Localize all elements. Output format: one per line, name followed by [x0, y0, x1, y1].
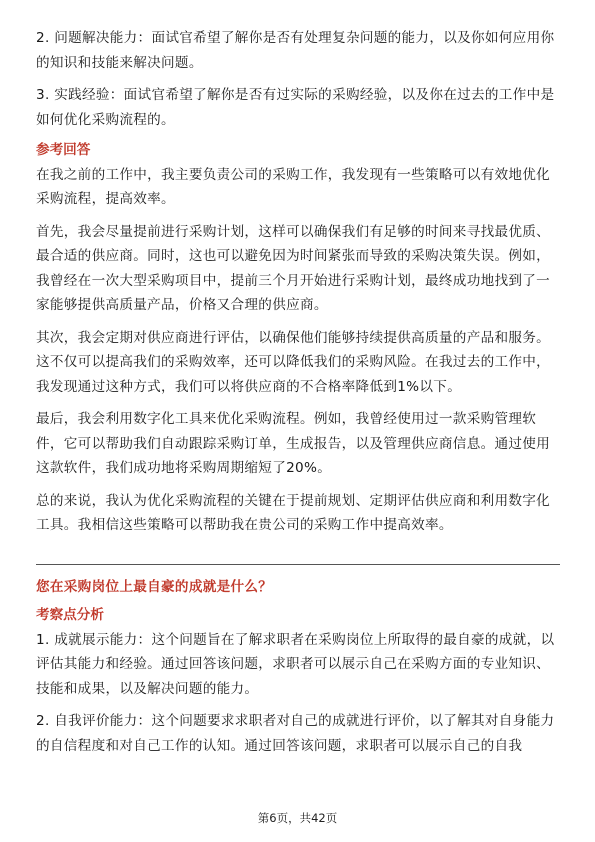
analysis-point: 1. 成就展示能力：这个问题旨在了解求职者在采购岗位上所取得的最自豪的成就，以评估其能力和经验。通过回答该问题，求职者可以展示自己在采购方面的专业知识、技能和成果，以及解决问题的能力。: [36, 631, 555, 697]
answer-paragraph: 最后，我会利用数字化工具来优化采购流程。例如，我曾经使用过一款采购管理软件，它可以帮助我们自动跟踪采购订单，生成报告，以及管理供应商信息。通过使用这款软件，我们成功地将采购周期缩短了20%。: [36, 411, 551, 476]
intro-point: 3. 实践经验：面试官希望了解你是否有过实际的采购经验，以及你在过去的工作中是如何优化采购流程的。: [36, 87, 555, 128]
answer-paragraph: 首先，我会尽量提前进行采购计划，这样可以确保我们有足够的时间来寻找最优质、最合适的供应商。同时，这也可以避免因为时间紧张而导致的采购决策失误。例如，我曾经在一次大型采购项目中，提前三个月开始进行采购计划，最终成功地找到了一家能够提供高质量产品，价格又合理的供应商。: [36, 223, 551, 313]
analysis-heading: 考察点分析: [36, 607, 104, 623]
question-title: 您在采购岗位上最自豪的成就是什么？: [36, 578, 273, 595]
answer-heading: 参考回答: [36, 142, 91, 158]
page-content: [36, 26, 560, 758]
answer-paragraph: 在我之前的工作中，我主要负责公司的采购工作，我发现有一些策略可以有效地优化采购流程，提高效率。: [36, 166, 551, 207]
answer-paragraph: 总的来说，我认为优化采购流程的关键在于提前规划、定期评估供应商和利用数字化工具。我相信这些策略可以帮助我在贵公司的采购工作中提高效率。: [36, 492, 551, 533]
analysis-point: 2. 自我评价能力：这个问题要求求职者对自己的成就进行评价，以了解其对自身能力的自信程度和对自己工作的认知。通过回答该问题，求职者可以展示自己的自我: [36, 713, 555, 754]
intro-point: 2. 问题解决能力：面试官希望了解你是否有处理复杂问题的能力，以及你如何应用你的知识和技能来解决问题。: [36, 30, 555, 71]
section-divider: [36, 564, 560, 565]
answer-paragraph: 其次，我会定期对供应商进行评估，以确保他们能够持续提供高质量的产品和服务。这不仅可以提高我们的采购效率，还可以降低我们的采购风险。在我过去的工作中，我发现通过这种方式，我们可以将供应商的不合格率降低到1%以下。: [36, 329, 551, 395]
page-footer: 第6页，共42页: [257, 811, 338, 825]
